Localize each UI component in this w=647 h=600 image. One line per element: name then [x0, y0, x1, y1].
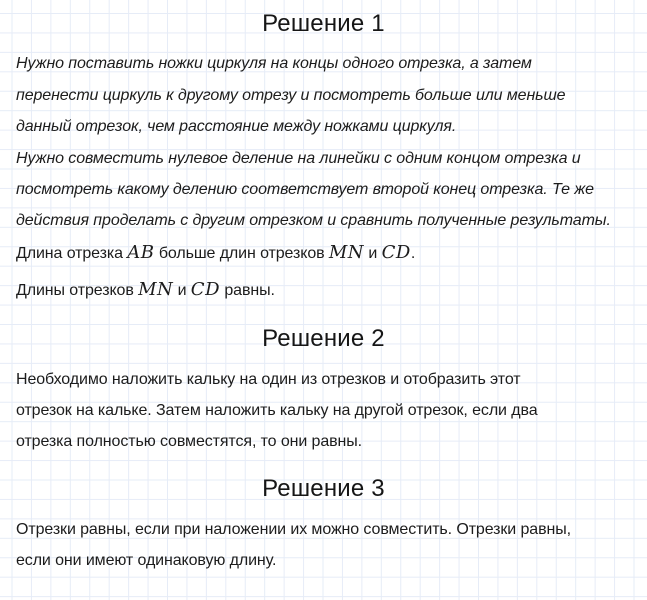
solution-3-line-1: Отрезки равны, если при наложении их можно совместить. Отрезки равны,: [16, 521, 571, 538]
solution-3-line-2: если они имеют одинаковую длину.: [16, 552, 277, 569]
solution-2-line-3: отрезка полностью совместятся, то они равны.: [16, 433, 363, 450]
solution-1-title: Решение 1: [262, 10, 385, 37]
solution-1-line-3: данный отрезок, чем расстояние между ножками циркуля.: [16, 118, 457, 135]
solution-1-conclusion-2: [16, 280, 275, 301]
text: больше длин отрезков: [154, 245, 329, 262]
math-segment-mn: MN: [328, 242, 365, 263]
solution-1-line-6: действия проделать с другим отрезком и сравнить полученные результаты.: [16, 212, 611, 229]
solution-1-line-1: Нужно поставить ножки циркуля на концы одного отрезка, а затем: [16, 55, 532, 72]
solution-1-conclusion-1: [16, 243, 415, 264]
math-segment-mn: MN: [138, 279, 174, 300]
solution-1-line-5: посмотреть какому делению соответствует второй конец отрезка. Те же: [16, 181, 594, 198]
text: Длина отрезка: [16, 245, 128, 262]
solution-2-line-2: отрезок на кальке. Затем наложить кальку на другой отрезок, если два: [16, 402, 538, 419]
solution-1-line-4: Нужно совместить нулевое деление на линейки с одним концом отрезка и: [16, 150, 581, 167]
text: равны.: [220, 282, 275, 299]
text: Длины отрезков: [16, 282, 139, 299]
solution-2-title: Решение 2: [262, 325, 385, 352]
text: и: [173, 282, 191, 299]
solution-2-line-1: Необходимо наложить кальку на один из отрезков и отобразить этот: [16, 371, 521, 388]
math-segment-cd: CD: [381, 242, 411, 263]
text: и: [364, 245, 382, 262]
math-segment-cd: CD: [190, 279, 221, 300]
text: .: [410, 245, 416, 262]
solution-1-line-2: перенести циркуль к другому отрезу и посмотреть больше или меньше: [16, 87, 566, 104]
solution-3-title: Решение 3: [262, 475, 385, 502]
math-segment-ab: AB: [127, 242, 155, 263]
